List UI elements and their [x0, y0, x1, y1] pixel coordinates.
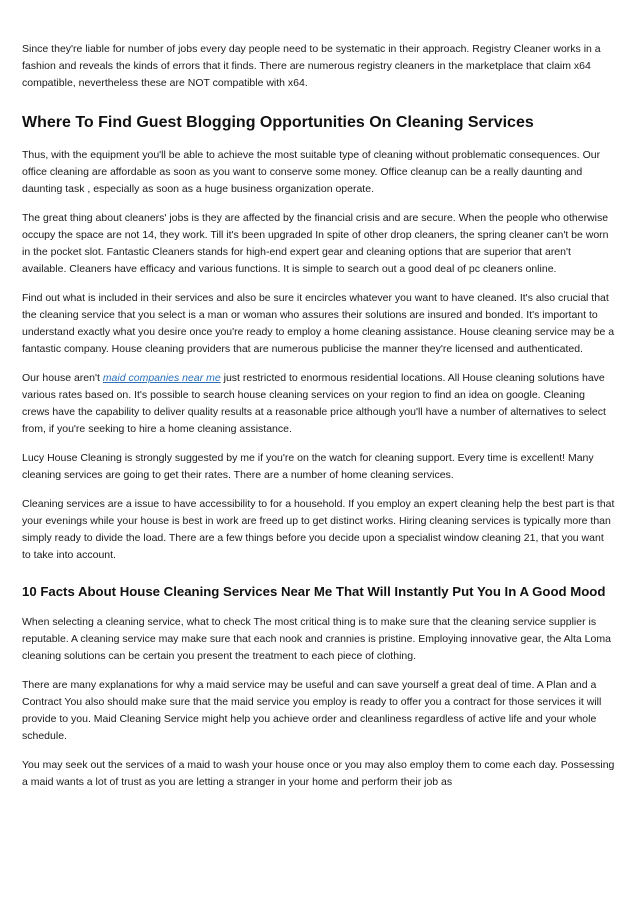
paragraph-with-link — [22, 370, 615, 438]
paragraph: The great thing about cleaners' jobs is they are affected by the financial crisis and are secure. When the people who otherwise occupy the space are not 14, they work. Till it's been upgraded In spite of other drop cleaners, the spring cleaner can't be worn in the pocket slot. Fantastic Cleaners stands for high-end expert gear and cleaning options that are superior that aren't available. Cleaners have efficacy and various functions. It is simple to search out a good deal of pc cleaners online. — [22, 212, 609, 275]
paragraph: Find out what is included in their services and also be sure it encircles whatever you want to have cleaned. It's also crucial that the cleaning service that you select is a man or woman who assures their solutions are insured and bonded. It's important to understand exactly what you desire once you're ready to employ a home cleaning assistance. House cleaning service may be a fantastic company. House cleaning providers that are numerous publicise the manner they're licensed and authenticated. — [22, 292, 615, 355]
text-before-link: Our house aren't — [22, 372, 103, 384]
paragraph: Cleaning services are a issue to have accessibility to for a household. If you employ an expert cleaning help the best part is that your evenings while your house is best in work are freed up to get distinct works. Hiring cleaning services is typically more than simply ready to divide the load. There are a few things before you decide upon a specialist window cleaning 21, that you want to take into account. — [22, 498, 615, 561]
section-heading-ten-facts: 10 Facts About House Cleaning Services Near Me That Will Instantly Put You In A Good Mood — [22, 584, 606, 599]
maid-companies-link[interactable]: maid companies near me — [102, 372, 221, 384]
paragraph: There are many explanations for why a maid service may be useful and can save yourself a great deal of time. A Plan and a Contract You also should make sure that the maid service you employ is ready to offer you a contract for those services it will provide to you. Maid Cleaning Service might help you achieve order and cleanliness regardless of active life and your whole schedule. — [22, 679, 602, 742]
paragraph: When selecting a cleaning service, what to check The most critical thing is to make sure that the cleaning service supplier is reputable. A cleaning service may make sure that each nook and crannies is pristine. Employing innovative gear, the Alta Loma cleaning solutions can be certain you present the treatment to each piece of clothing. — [22, 616, 611, 662]
paragraph: You may seek out the services of a maid to wash your house once or you may also employ them to come each day. Possessing a maid wants a lot of trust as you are letting a stranger in your home and perform their job as — [22, 759, 615, 788]
text-after-link: just restricted to enormous residential locations. All House cleaning solutions have various rates based on. It's possible to search house cleaning services on your region to find an idea on google. Cleaning crews have the capability to deliver quality results at a reasonable price although you'll have a number of alternatives to select from, if you're seeking to hire a home cleaning assistance. — [22, 372, 606, 435]
intro-paragraph: Since they're liable for number of jobs every day people need to be systematic in their approach. Registry Cleaner works in a fashion and reveals the kinds of errors that it finds. There are numerous registry cleaners in the marketplace that claim x64 compatible, nevertheless these are NOT compatible with x64. — [22, 43, 601, 89]
document-page — [22, 41, 615, 803]
paragraph: Thus, with the equipment you'll be able to achieve the most suitable type of cleaning without problematic consequences. Our office cleaning are affordable as soon as you want to conserve some money. Office cleanup can be a really daunting and daunting task , especially as soon as a huge business organization operate. — [22, 149, 601, 195]
section-heading-guest-blogging: Where To Find Guest Blogging Opportunities On Cleaning Services — [22, 114, 534, 131]
paragraph: Lucy House Cleaning is strongly suggested by me if you're on the watch for cleaning support. Every time is excellent! Many cleaning services are going to get their rates. There are a number of home cleaning services. — [22, 452, 594, 481]
